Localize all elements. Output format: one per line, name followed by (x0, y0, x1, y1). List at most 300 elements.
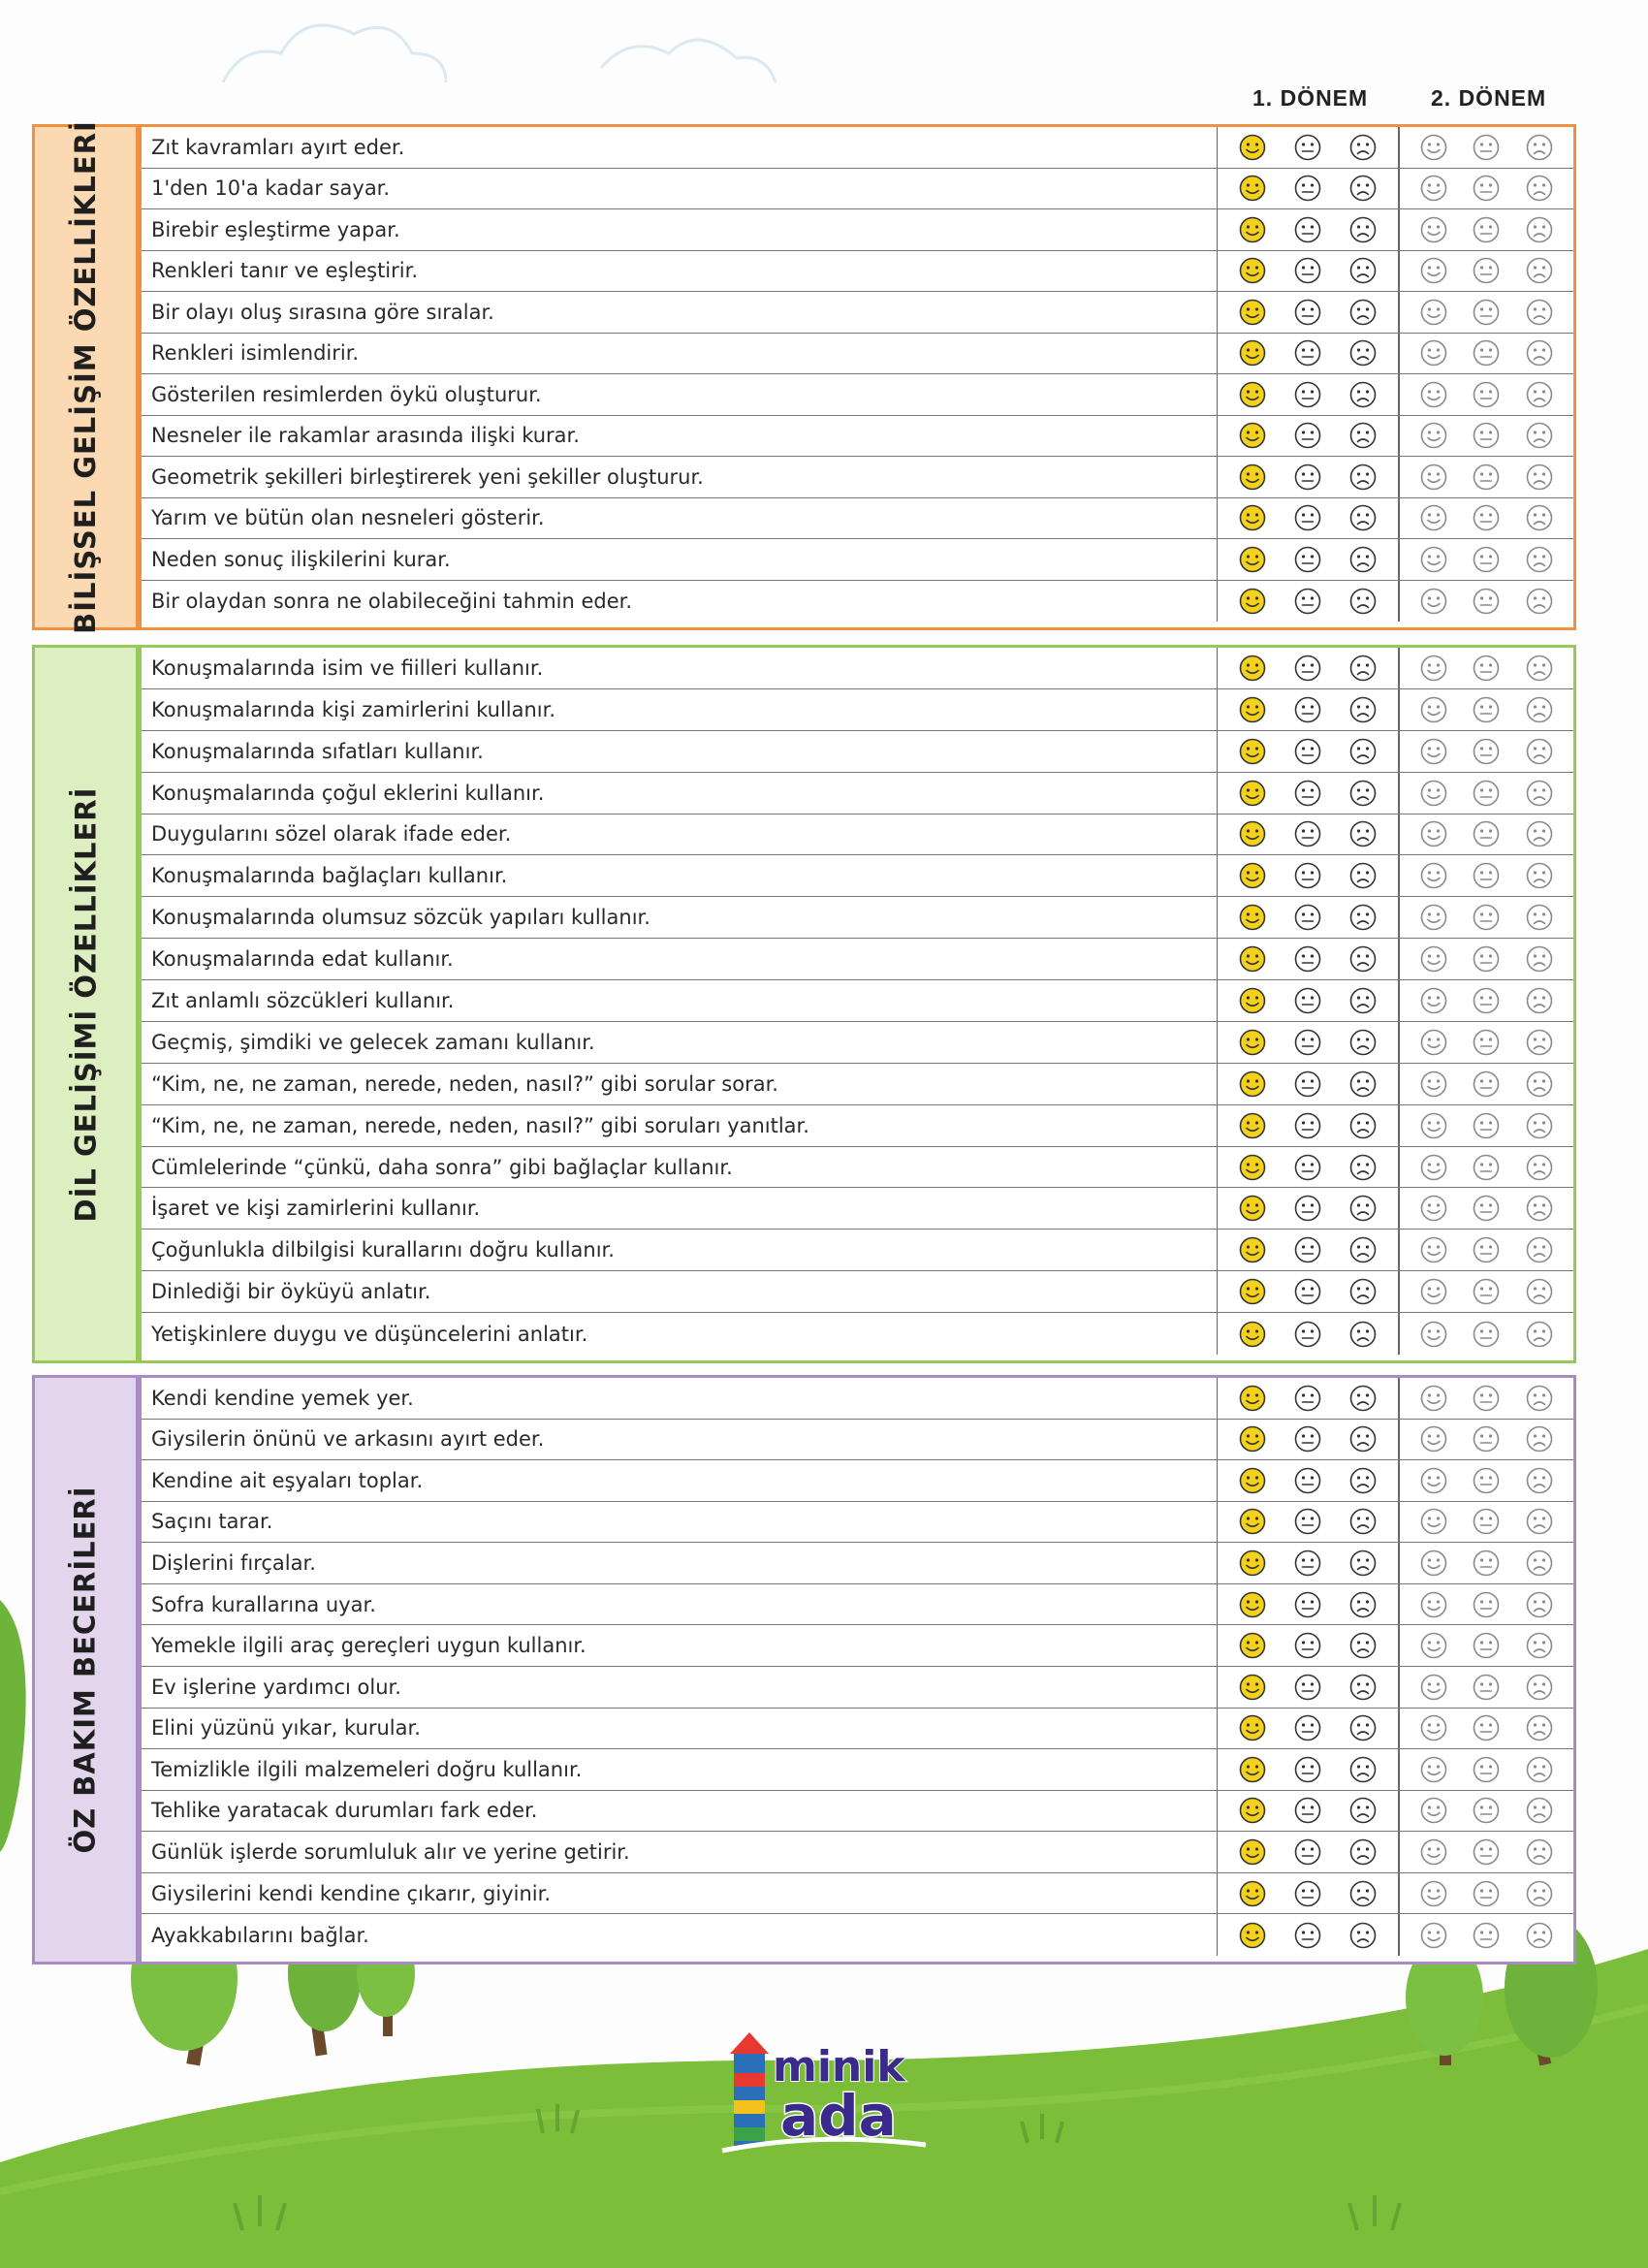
sad-face-icon[interactable] (1348, 380, 1378, 409)
neutral-face-icon[interactable] (1293, 1796, 1322, 1825)
neutral-face-icon[interactable] (1293, 861, 1322, 890)
sad-face-icon[interactable] (1348, 1549, 1378, 1578)
criterion-text: Dinlediği bir öyküyü anlatır. (142, 1271, 1218, 1312)
happy-face-icon[interactable] (1419, 695, 1448, 724)
sad-face-icon[interactable] (1525, 819, 1554, 848)
neutral-face-icon[interactable] (1472, 1631, 1501, 1660)
period-1-ratings (1218, 773, 1400, 814)
happy-face-icon[interactable] (1238, 819, 1267, 848)
happy-face-icon[interactable] (1419, 986, 1448, 1015)
happy-face-icon[interactable] (1238, 1153, 1267, 1182)
sad-face-icon[interactable] (1525, 256, 1554, 285)
neutral-face-icon[interactable] (1472, 1235, 1501, 1264)
sad-face-icon[interactable] (1348, 463, 1378, 492)
neutral-face-icon[interactable] (1293, 1320, 1322, 1349)
happy-face-icon[interactable] (1238, 1713, 1267, 1742)
neutral-face-icon[interactable] (1472, 1755, 1501, 1784)
checklist-row (142, 1667, 1573, 1709)
sad-face-icon[interactable] (1525, 986, 1554, 1015)
happy-face-icon[interactable] (1238, 1424, 1267, 1453)
neutral-face-icon[interactable] (1293, 338, 1322, 367)
period-2-ratings (1400, 209, 1573, 250)
neutral-face-icon[interactable] (1293, 503, 1322, 532)
criterion-text: Neden sonuç ilişkilerini kurar. (142, 539, 1218, 580)
neutral-face-icon[interactable] (1293, 133, 1322, 162)
sad-face-icon[interactable] (1525, 1320, 1554, 1349)
sad-face-icon[interactable] (1525, 737, 1554, 766)
happy-face-icon[interactable] (1419, 338, 1448, 367)
neutral-face-icon[interactable] (1472, 654, 1501, 683)
sad-face-icon[interactable] (1348, 1277, 1378, 1306)
checklist-row (142, 1625, 1573, 1667)
sad-face-icon[interactable] (1348, 1153, 1378, 1182)
neutral-face-icon[interactable] (1293, 256, 1322, 285)
happy-face-icon[interactable] (1419, 256, 1448, 285)
period-2-ratings (1400, 731, 1573, 772)
period-2-ratings (1400, 1709, 1573, 1749)
happy-face-icon[interactable] (1419, 380, 1448, 409)
happy-face-icon[interactable] (1238, 1755, 1267, 1784)
happy-face-icon[interactable] (1419, 1111, 1448, 1140)
happy-face-icon[interactable] (1238, 737, 1267, 766)
happy-face-icon[interactable] (1238, 1070, 1267, 1099)
neutral-face-icon[interactable] (1293, 1590, 1322, 1619)
sad-face-icon[interactable] (1525, 1713, 1554, 1742)
happy-face-icon[interactable] (1419, 587, 1448, 616)
sad-face-icon[interactable] (1348, 1921, 1378, 1950)
neutral-face-icon[interactable] (1472, 1837, 1501, 1867)
happy-face-icon[interactable] (1419, 1631, 1448, 1660)
neutral-face-icon[interactable] (1472, 1673, 1501, 1702)
logo-line1: minik (773, 2042, 905, 2092)
neutral-face-icon[interactable] (1472, 1590, 1501, 1619)
happy-face-icon[interactable] (1238, 421, 1267, 450)
happy-face-icon[interactable] (1238, 215, 1267, 244)
happy-face-icon[interactable] (1238, 1111, 1267, 1140)
neutral-face-icon[interactable] (1472, 779, 1501, 808)
happy-face-icon[interactable] (1419, 1507, 1448, 1536)
sad-face-icon[interactable] (1348, 215, 1378, 244)
happy-face-icon[interactable] (1238, 1384, 1267, 1413)
neutral-face-icon[interactable] (1293, 1673, 1322, 1702)
sad-face-icon[interactable] (1348, 133, 1378, 162)
sad-face-icon[interactable] (1525, 1028, 1554, 1057)
happy-face-icon[interactable] (1419, 1755, 1448, 1784)
sad-face-icon[interactable] (1525, 587, 1554, 616)
sad-face-icon[interactable] (1525, 654, 1554, 683)
neutral-face-icon[interactable] (1472, 256, 1501, 285)
criterion-text: Kendi kendine yemek yer. (142, 1378, 1218, 1419)
criterion-text: Yarım ve bütün olan nesneleri gösterir. (142, 498, 1218, 539)
happy-face-icon[interactable] (1238, 1320, 1267, 1349)
neutral-face-icon[interactable] (1472, 1320, 1501, 1349)
neutral-face-icon[interactable] (1293, 1424, 1322, 1453)
neutral-face-icon[interactable] (1472, 1921, 1501, 1950)
happy-face-icon[interactable] (1419, 503, 1448, 532)
neutral-face-icon[interactable] (1293, 1837, 1322, 1867)
sad-face-icon[interactable] (1525, 1631, 1554, 1660)
neutral-face-icon[interactable] (1472, 819, 1501, 848)
neutral-face-icon[interactable] (1293, 1028, 1322, 1057)
neutral-face-icon[interactable] (1293, 1631, 1322, 1660)
section-bilissel (32, 120, 1576, 634)
happy-face-icon[interactable] (1238, 654, 1267, 683)
neutral-face-icon[interactable] (1472, 1507, 1501, 1536)
happy-face-icon[interactable] (1419, 174, 1448, 203)
sad-face-icon[interactable] (1348, 861, 1378, 890)
neutral-face-icon[interactable] (1472, 944, 1501, 974)
happy-face-icon[interactable] (1419, 1194, 1448, 1223)
sad-face-icon[interactable] (1525, 298, 1554, 327)
happy-face-icon[interactable] (1419, 1466, 1448, 1495)
period-1-ratings (1218, 731, 1400, 772)
sad-face-icon[interactable] (1525, 421, 1554, 450)
neutral-face-icon[interactable] (1472, 298, 1501, 327)
period-1-ratings (1218, 980, 1400, 1021)
sad-face-icon[interactable] (1348, 1879, 1378, 1908)
sad-face-icon[interactable] (1348, 695, 1378, 724)
happy-face-icon[interactable] (1238, 1796, 1267, 1825)
sad-face-icon[interactable] (1348, 737, 1378, 766)
happy-face-icon[interactable] (1238, 256, 1267, 285)
happy-face-icon[interactable] (1238, 1590, 1267, 1619)
happy-face-icon[interactable] (1238, 903, 1267, 932)
neutral-face-icon[interactable] (1293, 1235, 1322, 1264)
neutral-face-icon[interactable] (1472, 695, 1501, 724)
sad-face-icon[interactable] (1525, 1921, 1554, 1950)
checklist-row (142, 1502, 1573, 1544)
sad-face-icon[interactable] (1525, 380, 1554, 409)
period-2-ratings (1400, 1914, 1573, 1956)
sad-face-icon[interactable] (1348, 1424, 1378, 1453)
happy-face-icon[interactable] (1419, 654, 1448, 683)
neutral-face-icon[interactable] (1472, 133, 1501, 162)
happy-face-icon[interactable] (1238, 779, 1267, 808)
sad-face-icon[interactable] (1348, 421, 1378, 450)
neutral-face-icon[interactable] (1472, 463, 1501, 492)
sad-face-icon[interactable] (1525, 1673, 1554, 1702)
sad-face-icon[interactable] (1348, 338, 1378, 367)
sad-face-icon[interactable] (1525, 1235, 1554, 1264)
sad-face-icon[interactable] (1348, 1590, 1378, 1619)
neutral-face-icon[interactable] (1293, 944, 1322, 974)
checklist-row (142, 457, 1573, 498)
sad-face-icon[interactable] (1348, 1755, 1378, 1784)
neutral-face-icon[interactable] (1472, 338, 1501, 367)
neutral-face-icon[interactable] (1472, 903, 1501, 932)
happy-face-icon[interactable] (1419, 737, 1448, 766)
sad-face-icon[interactable] (1525, 133, 1554, 162)
neutral-face-icon[interactable] (1472, 1277, 1501, 1306)
happy-face-icon[interactable] (1419, 1028, 1448, 1057)
sad-face-icon[interactable] (1525, 1384, 1554, 1413)
neutral-face-icon[interactable] (1472, 1153, 1501, 1182)
happy-face-icon[interactable] (1419, 1673, 1448, 1702)
sad-face-icon[interactable] (1525, 1466, 1554, 1495)
checklist-row (142, 1064, 1573, 1105)
sad-face-icon[interactable] (1348, 903, 1378, 932)
sad-face-icon[interactable] (1525, 1424, 1554, 1453)
sad-face-icon[interactable] (1525, 1111, 1554, 1140)
neutral-face-icon[interactable] (1293, 1507, 1322, 1536)
neutral-face-icon[interactable] (1293, 380, 1322, 409)
period-1-ratings (1218, 1914, 1400, 1956)
happy-face-icon[interactable] (1419, 1320, 1448, 1349)
neutral-face-icon[interactable] (1472, 1070, 1501, 1099)
period-1-ratings (1218, 581, 1400, 623)
happy-face-icon[interactable] (1238, 338, 1267, 367)
happy-face-icon[interactable] (1238, 944, 1267, 974)
happy-face-icon[interactable] (1238, 1028, 1267, 1057)
neutral-face-icon[interactable] (1472, 1384, 1501, 1413)
criterion-text: Temizlikle ilgili malzemeleri doğru kullanır. (142, 1749, 1218, 1790)
happy-face-icon[interactable] (1238, 695, 1267, 724)
neutral-face-icon[interactable] (1293, 737, 1322, 766)
sad-face-icon[interactable] (1348, 1507, 1378, 1536)
criterion-text: 1'den 10'a kadar sayar. (142, 169, 1218, 209)
happy-face-icon[interactable] (1419, 1713, 1448, 1742)
happy-face-icon[interactable] (1238, 1507, 1267, 1536)
period-2-ratings (1400, 416, 1573, 457)
happy-face-icon[interactable] (1419, 298, 1448, 327)
happy-face-icon[interactable] (1238, 545, 1267, 574)
neutral-face-icon[interactable] (1293, 174, 1322, 203)
neutral-face-icon[interactable] (1293, 819, 1322, 848)
sad-face-icon[interactable] (1348, 654, 1378, 683)
neutral-face-icon[interactable] (1293, 1111, 1322, 1140)
happy-face-icon[interactable] (1419, 819, 1448, 848)
neutral-face-icon[interactable] (1293, 1713, 1322, 1742)
neutral-face-icon[interactable] (1293, 545, 1322, 574)
happy-face-icon[interactable] (1419, 1070, 1448, 1099)
neutral-face-icon[interactable] (1293, 695, 1322, 724)
sad-face-icon[interactable] (1525, 1837, 1554, 1867)
neutral-face-icon[interactable] (1293, 654, 1322, 683)
happy-face-icon[interactable] (1238, 1235, 1267, 1264)
sad-face-icon[interactable] (1348, 503, 1378, 532)
sad-face-icon[interactable] (1348, 174, 1378, 203)
neutral-face-icon[interactable] (1293, 986, 1322, 1015)
happy-face-icon[interactable] (1419, 1424, 1448, 1453)
sad-face-icon[interactable] (1525, 695, 1554, 724)
happy-face-icon[interactable] (1419, 1590, 1448, 1619)
happy-face-icon[interactable] (1419, 545, 1448, 574)
happy-face-icon[interactable] (1238, 1837, 1267, 1867)
neutral-face-icon[interactable] (1293, 1153, 1322, 1182)
period-1-ratings (1218, 1313, 1400, 1355)
sad-face-icon[interactable] (1348, 1384, 1378, 1413)
sad-face-icon[interactable] (1348, 1713, 1378, 1742)
period-2-ratings (1400, 1502, 1573, 1543)
happy-face-icon[interactable] (1419, 1921, 1448, 1950)
section-title: DİL GELİŞİMİ ÖZELLİKLERİ (69, 786, 102, 1222)
happy-face-icon[interactable] (1419, 861, 1448, 890)
sad-face-icon[interactable] (1348, 256, 1378, 285)
happy-face-icon[interactable] (1238, 861, 1267, 890)
checklist-row (142, 1378, 1573, 1420)
neutral-face-icon[interactable] (1472, 503, 1501, 532)
happy-face-icon[interactable] (1419, 463, 1448, 492)
sad-face-icon[interactable] (1348, 1235, 1378, 1264)
happy-face-icon[interactable] (1419, 779, 1448, 808)
happy-face-icon[interactable] (1419, 1879, 1448, 1908)
neutral-face-icon[interactable] (1293, 1921, 1322, 1950)
checklist-row (142, 251, 1573, 293)
happy-face-icon[interactable] (1419, 903, 1448, 932)
neutral-face-icon[interactable] (1472, 215, 1501, 244)
neutral-face-icon[interactable] (1293, 298, 1322, 327)
happy-face-icon[interactable] (1419, 421, 1448, 450)
sad-face-icon[interactable] (1348, 779, 1378, 808)
neutral-face-icon[interactable] (1293, 1466, 1322, 1495)
neutral-face-icon[interactable] (1293, 779, 1322, 808)
sad-face-icon[interactable] (1348, 1028, 1378, 1057)
neutral-face-icon[interactable] (1293, 215, 1322, 244)
sad-face-icon[interactable] (1348, 545, 1378, 574)
neutral-face-icon[interactable] (1472, 1549, 1501, 1578)
checklist-row (142, 1709, 1573, 1750)
happy-face-icon[interactable] (1238, 1466, 1267, 1495)
neutral-face-icon[interactable] (1293, 1277, 1322, 1306)
happy-face-icon[interactable] (1419, 1235, 1448, 1264)
neutral-face-icon[interactable] (1472, 737, 1501, 766)
period-1-ratings (1218, 374, 1400, 415)
neutral-face-icon[interactable] (1293, 1879, 1322, 1908)
neutral-face-icon[interactable] (1293, 463, 1322, 492)
sad-face-icon[interactable] (1525, 174, 1554, 203)
checklist-row (142, 1188, 1573, 1230)
happy-face-icon[interactable] (1238, 1673, 1267, 1702)
neutral-face-icon[interactable] (1293, 587, 1322, 616)
period-2-ratings (1400, 581, 1573, 623)
neutral-face-icon[interactable] (1472, 545, 1501, 574)
neutral-face-icon[interactable] (1472, 380, 1501, 409)
sad-face-icon[interactable] (1348, 1070, 1378, 1099)
happy-face-icon[interactable] (1238, 986, 1267, 1015)
neutral-face-icon[interactable] (1293, 1384, 1322, 1413)
sad-face-icon[interactable] (1525, 463, 1554, 492)
period-2-ratings (1400, 292, 1573, 333)
neutral-face-icon[interactable] (1472, 421, 1501, 450)
sad-face-icon[interactable] (1525, 903, 1554, 932)
neutral-face-icon[interactable] (1293, 421, 1322, 450)
happy-face-icon[interactable] (1419, 1796, 1448, 1825)
section-dil (32, 645, 1576, 1363)
neutral-face-icon[interactable] (1472, 587, 1501, 616)
neutral-face-icon[interactable] (1472, 174, 1501, 203)
sad-face-icon[interactable] (1525, 215, 1554, 244)
sad-face-icon[interactable] (1348, 819, 1378, 848)
criterion-text: Geçmiş, şimdiki ve gelecek zamanı kullanır. (142, 1022, 1218, 1063)
sad-face-icon[interactable] (1348, 1320, 1378, 1349)
neutral-face-icon[interactable] (1472, 1424, 1501, 1453)
period-1-ratings (1218, 1420, 1400, 1460)
happy-face-icon[interactable] (1419, 133, 1448, 162)
checklist-row (142, 1791, 1573, 1833)
happy-face-icon[interactable] (1238, 1631, 1267, 1660)
sad-face-icon[interactable] (1525, 545, 1554, 574)
criterion-text: Konuşmalarında çoğul eklerini kullanır. (142, 773, 1218, 814)
neutral-face-icon[interactable] (1472, 1713, 1501, 1742)
sad-face-icon[interactable] (1525, 861, 1554, 890)
criterion-text: Konuşmalarında bağlaçları kullanır. (142, 855, 1218, 896)
sad-face-icon[interactable] (1348, 1631, 1378, 1660)
neutral-face-icon[interactable] (1472, 1111, 1501, 1140)
sad-face-icon[interactable] (1525, 1507, 1554, 1536)
neutral-face-icon[interactable] (1293, 1549, 1322, 1578)
sad-face-icon[interactable] (1348, 1673, 1378, 1702)
happy-face-icon[interactable] (1419, 215, 1448, 244)
neutral-face-icon[interactable] (1472, 1028, 1501, 1057)
sad-face-icon[interactable] (1525, 1153, 1554, 1182)
happy-face-icon[interactable] (1419, 944, 1448, 974)
happy-face-icon[interactable] (1419, 1837, 1448, 1867)
sad-face-icon[interactable] (1525, 503, 1554, 532)
sad-face-icon[interactable] (1525, 1194, 1554, 1223)
sad-face-icon[interactable] (1348, 1796, 1378, 1825)
neutral-face-icon[interactable] (1472, 1466, 1501, 1495)
happy-face-icon[interactable] (1238, 174, 1267, 203)
happy-face-icon[interactable] (1238, 298, 1267, 327)
happy-face-icon[interactable] (1238, 133, 1267, 162)
neutral-face-icon[interactable] (1472, 1194, 1501, 1223)
happy-face-icon[interactable] (1238, 503, 1267, 532)
sad-face-icon[interactable] (1348, 1837, 1378, 1867)
sad-face-icon[interactable] (1348, 587, 1378, 616)
sad-face-icon[interactable] (1525, 779, 1554, 808)
neutral-face-icon[interactable] (1293, 1194, 1322, 1223)
happy-face-icon[interactable] (1419, 1153, 1448, 1182)
period-2-ratings (1400, 815, 1573, 855)
neutral-face-icon[interactable] (1293, 1070, 1322, 1099)
period-2-ratings (1400, 980, 1573, 1021)
sad-face-icon[interactable] (1348, 986, 1378, 1015)
sad-face-icon[interactable] (1348, 1466, 1378, 1495)
happy-face-icon[interactable] (1419, 1277, 1448, 1306)
sad-face-icon[interactable] (1348, 1111, 1378, 1140)
sad-face-icon[interactable] (1525, 1070, 1554, 1099)
checklist-row (142, 1313, 1573, 1355)
sad-face-icon[interactable] (1525, 1549, 1554, 1578)
sad-face-icon[interactable] (1525, 1277, 1554, 1306)
neutral-face-icon[interactable] (1472, 1879, 1501, 1908)
happy-face-icon[interactable] (1238, 1921, 1267, 1950)
neutral-face-icon[interactable] (1472, 986, 1501, 1015)
sad-face-icon[interactable] (1525, 944, 1554, 974)
happy-face-icon[interactable] (1238, 1277, 1267, 1306)
sad-face-icon[interactable] (1348, 944, 1378, 974)
happy-face-icon[interactable] (1419, 1384, 1448, 1413)
sad-face-icon[interactable] (1525, 1755, 1554, 1784)
happy-face-icon[interactable] (1419, 1549, 1448, 1578)
neutral-face-icon[interactable] (1472, 861, 1501, 890)
sad-face-icon[interactable] (1348, 1194, 1378, 1223)
happy-face-icon[interactable] (1238, 1549, 1267, 1578)
neutral-face-icon[interactable] (1293, 903, 1322, 932)
neutral-face-icon[interactable] (1472, 1796, 1501, 1825)
happy-face-icon[interactable] (1238, 463, 1267, 492)
sad-face-icon[interactable] (1525, 1590, 1554, 1619)
sad-face-icon[interactable] (1525, 1879, 1554, 1908)
sad-face-icon[interactable] (1525, 1796, 1554, 1825)
happy-face-icon[interactable] (1238, 1879, 1267, 1908)
sad-face-icon[interactable] (1348, 298, 1378, 327)
happy-face-icon[interactable] (1238, 380, 1267, 409)
happy-face-icon[interactable] (1238, 1194, 1267, 1223)
neutral-face-icon[interactable] (1293, 1755, 1322, 1784)
sad-face-icon[interactable] (1525, 338, 1554, 367)
happy-face-icon[interactable] (1238, 587, 1267, 616)
